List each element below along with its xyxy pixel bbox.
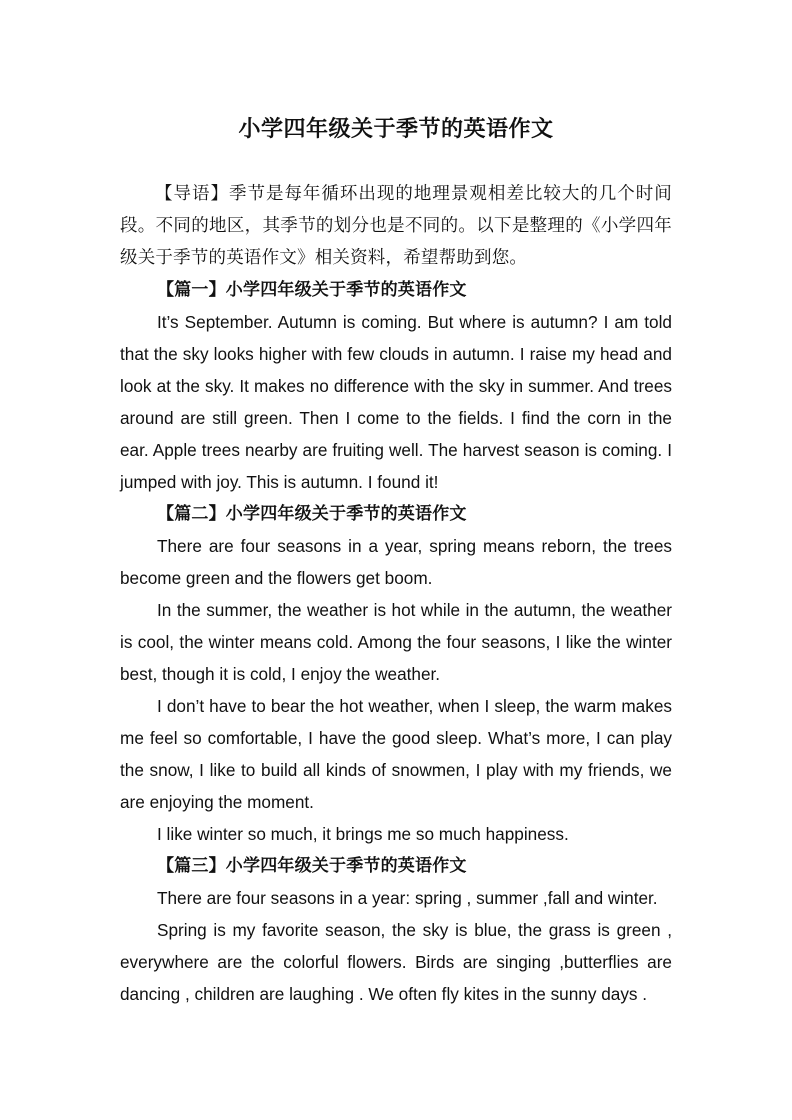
intro-paragraph: 【导语】季节是每年循环出现的地理景观相差比较大的几个时间段。不同的地区，其季节的划分也是不同的。以下是整理的《小学四年级关于季节的英语作文》相关资料，希望帮助到您。: [120, 184, 672, 268]
section-2-paragraph-1: There are four seasons in a year, spring means reborn, the trees become green and the flowers get boom.: [120, 536, 672, 588]
document-body: [120, 178, 672, 1010]
section-2-paragraph-3: I don’t have to bear the hot weather, when I sleep, the warm makes me feel so comfortable, I have the good sleep. What’s more, I can play the snow, I like to build all kinds of snowmen, I play with my friends, we are enjoying the moment.: [120, 696, 672, 812]
section-3-paragraph-2: Spring is my favorite season, the sky is blue, the grass is green , everywhere are the colorful flowers. Birds are singing ,butterflies are dancing , children are laughing . We often fly kites in the sunny days .: [120, 920, 672, 1004]
section-3-heading: 【篇三】小学四年级关于季节的英语作文: [157, 856, 467, 876]
section-3-paragraph-1: There are four seasons in a year: spring , summer ,fall and winter.: [157, 888, 658, 908]
document-title: 小学四年级关于季节的英语作文: [238, 117, 554, 142]
section-1-paragraph-1: It’s September. Autumn is coming. But where is autumn? I am told that the sky looks higher with few clouds in autumn. I raise my head and look at the sky. It makes no difference with the sky in summer. And trees around are still green. Then I come to the fields. I find the corn in the ear. Apple trees nearby are fruiting well. The harvest season is coming. I jumped with joy. This is autumn. I found it!: [120, 312, 672, 492]
section-2-heading: 【篇二】小学四年级关于季节的英语作文: [157, 504, 467, 524]
section-1-heading: 【篇一】小学四年级关于季节的英语作文: [157, 280, 467, 300]
section-2-paragraph-2: In the summer, the weather is hot while in the autumn, the weather is cool, the winter means cold. Among the four seasons, I like the winter best, though it is cold, I enjoy the weather.: [120, 600, 672, 684]
section-2-paragraph-4: I like winter so much, it brings me so much happiness.: [157, 824, 569, 844]
